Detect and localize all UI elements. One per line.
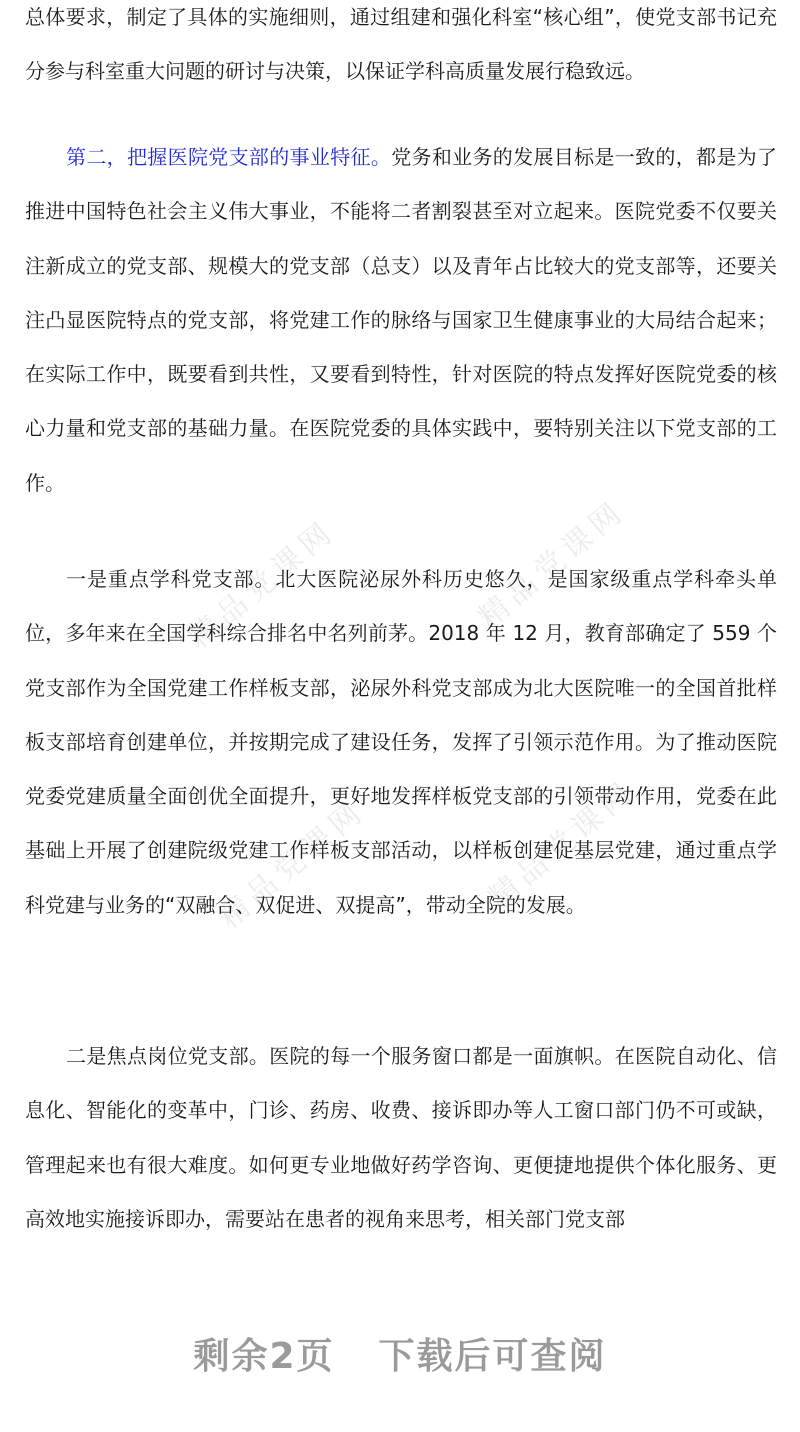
watermark: 精品党课网 — [212, 793, 373, 936]
download-prompt[interactable] — [0, 1328, 800, 1379]
paragraph-text: 党务和业务的发展目标是一致的，都是为了推进中国特色社会主义伟大事业，不能将二者割裂甚至对立起来。医院党委不仅要关注新成立的党支部、规模大的党支部（总支）以及青年占比较大的党支部等，还要关注凸显医院特点的党支部，将党建工作的脉络与国家卫生健康事业的大局结合起来；在实际工作中，既要看到共性，又要看到特性，针对医院的特点发挥好医院党委的核心力量和党支部的基础力量。在医院党委的具体实践中，要特别关注以下党支部的工作。 — [25, 145, 778, 495]
watermark: 精品党课网 — [482, 773, 643, 916]
watermark: 精品党课网 — [182, 513, 343, 656]
paragraph-second-point — [25, 130, 777, 510]
download-to-view-label: 下载后可查阅 — [378, 1336, 607, 1377]
paragraph-focus-post: 二是焦点岗位党支部。医院的每一个服务窗口都是一面旗帜。在医院自动化、信息化、智能化的变革中，门诊、药房、收费、接诉即办等人工窗口部门仍不可或缺，管理起来也有很大难度。如何更专业地做好药学咨询、更便捷地提供个体化服务、更高效地实施接诉即办，需要站在患者的视角来思考，相关部门党支部 — [25, 1044, 777, 1231]
section-heading-highlight: 第二，把握医院党支部的事业特征。 — [66, 145, 392, 169]
paragraph-continuation: 总体要求，制定了具体的实施细则，通过组建和强化科室“核心组”，使党支部书记充分参与科室重大问题的研讨与决策，以保证学科高质量发展行稳致远。 — [25, 5, 777, 84]
watermark: 精品党课网 — [472, 493, 633, 636]
remaining-pages-label: 剩余2页 — [193, 1336, 335, 1377]
paragraph-key-discipline: 一是重点学科党支部。北大医院泌尿外科历史悠久，是国家级重点学科牵头单位，多年来在全国学科综合排名中名列前茅。2018 年 12 月，教育部确定了 559 个党支部作为全国党建工作样板支部，泌尿外科党支部成为北大医院唯一的全国首批样板支部培育创建单位，并按期完成了建设任务，发挥了引领示范作用。为了推动医院党委党建质量全面创优全面提升，更好地发挥样板党支部的引领带动作用，党委在此基础上开展了创建院级党建工作样板支部活动，以样板创建促基层党建，通过重点学科党建与业务的“双融合、双促进、双提高”，带动全院的发展。 — [25, 567, 777, 917]
